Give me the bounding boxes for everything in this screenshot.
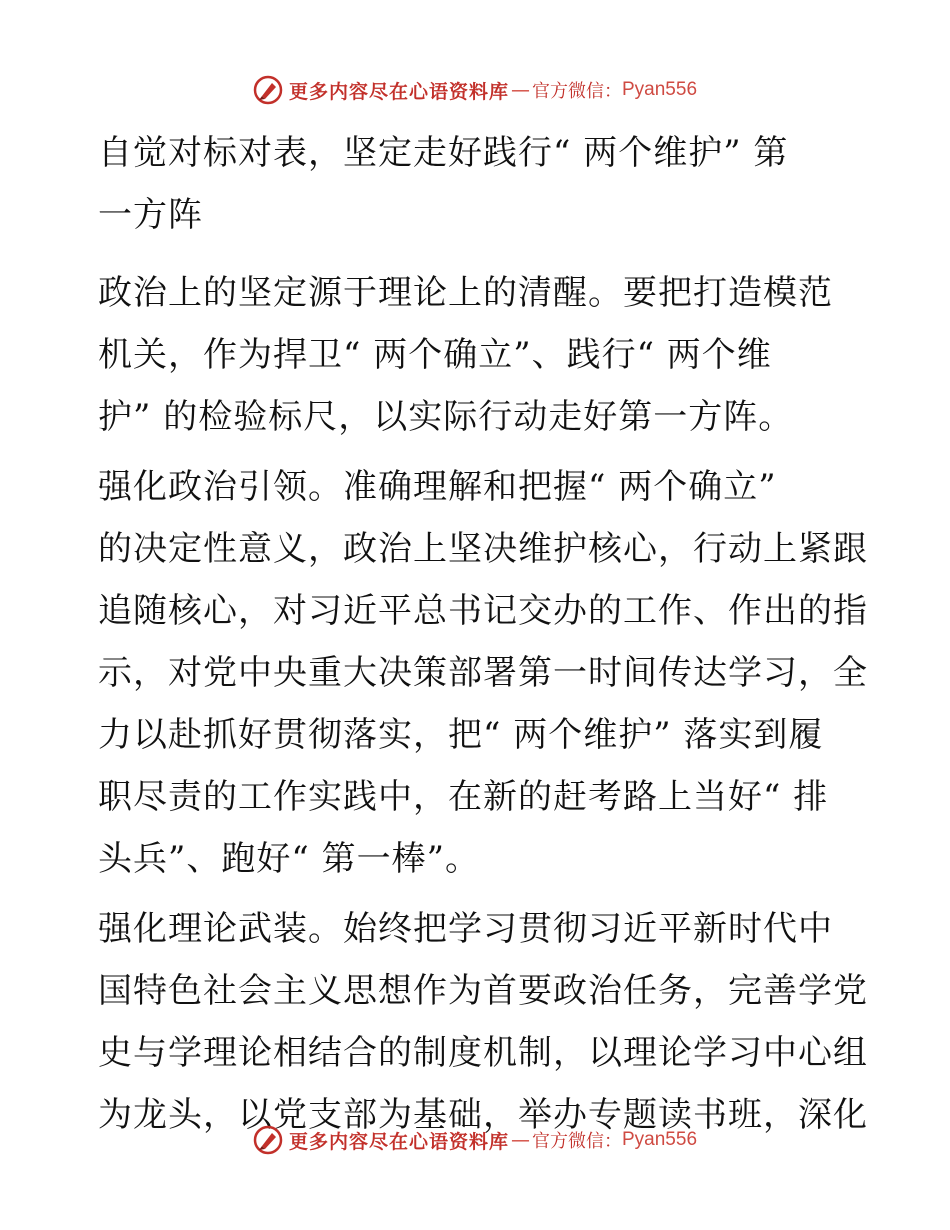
text-line: 一方阵	[98, 195, 203, 235]
brand-text: 更多内容尽在心语资料库	[288, 1130, 509, 1153]
text-line: 政治上的坚定源于理论上的清醒。要把打造模范	[98, 273, 833, 313]
paragraph-theory-armament	[98, 898, 868, 1146]
footer-banner	[0, 1120, 950, 1160]
text-line: 国特色社会主义思想作为首要政治任务，完善学党	[98, 971, 868, 1011]
document-body	[98, 122, 868, 1154]
header-banner	[0, 70, 950, 110]
text-line: 为龙头，以党支部为基础，举办专题读书班，深化	[98, 1095, 868, 1135]
text-line: 强化政治引领。准确理解和把握“ 两个确立”	[98, 467, 777, 507]
text-line: 力以赴抓好贯彻落实，把“ 两个维护” 落实到履	[98, 715, 824, 755]
separator-dash: —	[511, 1129, 530, 1151]
text-line: 强化理论武装。始终把学习贯彻习近平新时代中	[98, 909, 833, 949]
contact-label: 官方微信：	[532, 1131, 622, 1152]
pen-nib-logo-icon	[253, 75, 283, 105]
contact-label: 官方微信：	[532, 81, 622, 102]
text-line: 自觉对标对表，坚定走好践行“ 两个维护” 第	[98, 133, 789, 173]
text-line: 的决定性意义，政治上坚决维护核心，行动上紧跟	[98, 529, 868, 569]
text-line: 追随核心，对习近平总书记交办的工作、作出的指	[98, 591, 868, 631]
wechat-id: Pyan556	[622, 79, 698, 100]
paragraph-intro	[98, 262, 858, 448]
text-line: 史与学理论相结合的制度机制，以理论学习中心组	[98, 1033, 868, 1073]
text-line: 头兵”、跑好“ 第一棒”。	[98, 839, 480, 879]
wechat-id: Pyan556	[622, 1129, 698, 1150]
text-line: 示，对党中央重大决策部署第一时间传达学习，全	[98, 653, 868, 693]
pen-nib-logo-icon	[253, 1125, 283, 1155]
text-line: 职尽责的工作实践中，在新的赶考路上当好“ 排	[98, 777, 829, 817]
text-line: 机关，作为捍卫“ 两个确立”、践行“ 两个维	[98, 335, 772, 375]
section-heading	[98, 122, 858, 246]
brand-text: 更多内容尽在心语资料库	[288, 80, 509, 103]
separator-dash: —	[511, 79, 530, 101]
text-line: 护” 的检验标尺，以实际行动走好第一方阵。	[98, 397, 794, 437]
paragraph-political-guidance	[98, 456, 868, 890]
